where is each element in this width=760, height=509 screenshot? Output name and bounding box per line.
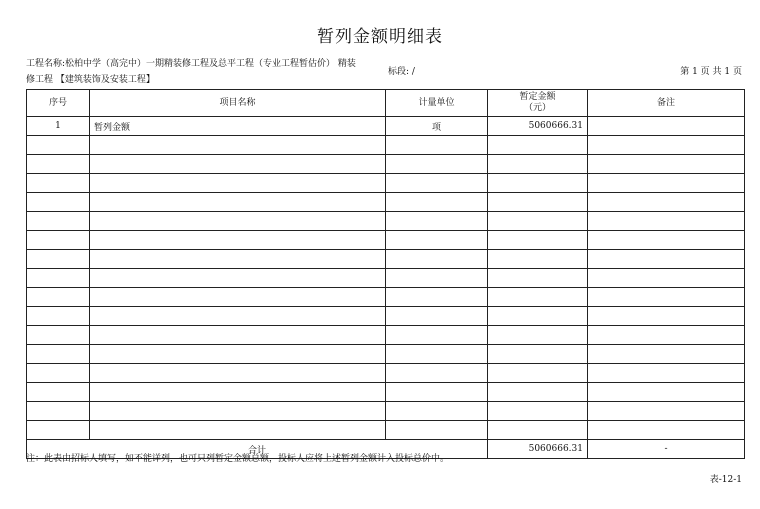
blank-cell [386, 402, 488, 421]
blank-row [27, 383, 745, 402]
blank-cell [27, 231, 90, 250]
blank-cell [488, 421, 588, 440]
form-code: 表-12-1 [709, 475, 742, 485]
blank-cell [27, 402, 90, 421]
blank-row [27, 155, 745, 174]
blank-cell [27, 174, 90, 193]
blank-cell [386, 155, 488, 174]
blank-cell [90, 364, 386, 383]
blank-cell [27, 421, 90, 440]
blank-cell [488, 345, 588, 364]
header-no: 序号 [27, 90, 90, 117]
blank-cell [588, 269, 745, 288]
project-name-line1: 松柏中学（高完中）一期精装修工程及总平工程（专业工程暂估价） 精装 [65, 59, 356, 69]
project-name [26, 56, 386, 88]
page-title: 暂列金额明细表 [317, 27, 443, 47]
blank-cell [27, 326, 90, 345]
blank-cell [588, 307, 745, 326]
blank-cell [27, 383, 90, 402]
blank-row [27, 421, 745, 440]
blank-cell [90, 250, 386, 269]
blank-row [27, 307, 745, 326]
blank-cell [488, 383, 588, 402]
total-label: 合计 [27, 440, 488, 459]
blank-row [27, 174, 745, 193]
blank-cell [588, 402, 745, 421]
header-remark: 备注 [588, 90, 745, 117]
blank-cell [386, 174, 488, 193]
blank-row [27, 288, 745, 307]
blank-cell [588, 174, 745, 193]
cell-unit: 项 [386, 117, 488, 136]
blank-cell [27, 136, 90, 155]
blank-cell [588, 193, 745, 212]
blank-cell [588, 345, 745, 364]
blank-cell [488, 250, 588, 269]
blank-cell [386, 269, 488, 288]
blank-cell [588, 288, 745, 307]
total-amount: 5060666.31 [488, 440, 588, 459]
blank-cell [488, 307, 588, 326]
blank-cell [588, 326, 745, 345]
blank-cell [488, 174, 588, 193]
section-value: / [411, 67, 415, 77]
cell-remark [588, 117, 745, 136]
blank-cell [588, 155, 745, 174]
blank-cell [90, 402, 386, 421]
section-info [388, 64, 415, 77]
blank-row [27, 269, 745, 288]
blank-cell [90, 326, 386, 345]
blank-cell [386, 364, 488, 383]
blank-cell [386, 383, 488, 402]
blank-cell [386, 326, 488, 345]
blank-cell [386, 231, 488, 250]
blank-cell [27, 288, 90, 307]
blank-cell [90, 345, 386, 364]
header-amount [488, 90, 588, 117]
header-amount-line1: 暂定金额 [519, 92, 556, 102]
blank-cell [488, 364, 588, 383]
blank-row [27, 136, 745, 155]
blank-cell [90, 383, 386, 402]
blank-cell [488, 402, 588, 421]
blank-cell [90, 155, 386, 174]
blank-cell [588, 383, 745, 402]
blank-cell [588, 231, 745, 250]
table-header-row [27, 90, 745, 117]
blank-cell [386, 212, 488, 231]
blank-cell [90, 288, 386, 307]
blank-cell [27, 193, 90, 212]
blank-cell [27, 269, 90, 288]
project-label: 工程名称: [26, 59, 66, 69]
blank-cell [90, 193, 386, 212]
blank-cell [27, 364, 90, 383]
blank-cell [386, 345, 488, 364]
blank-cell [90, 136, 386, 155]
blank-cell [386, 250, 488, 269]
footnote: 注：此表由招标人填写，如不能详列，也可只列暂定金额总额，投标人应将上述暂列金额计入投标总价中。 [26, 454, 450, 464]
header-item-name: 项目名称 [90, 90, 386, 117]
blank-cell [488, 269, 588, 288]
blank-cell [27, 250, 90, 269]
blank-cell [588, 136, 745, 155]
blank-cell [90, 231, 386, 250]
blank-cell [488, 212, 588, 231]
provisional-sum-table [26, 89, 745, 459]
blank-cell [488, 136, 588, 155]
blank-cell [488, 155, 588, 174]
cell-amount: 5060666.31 [488, 117, 588, 136]
blank-cell [90, 174, 386, 193]
blank-cell [588, 250, 745, 269]
blank-cell [90, 269, 386, 288]
header-unit: 计量单位 [386, 90, 488, 117]
blank-row [27, 402, 745, 421]
blank-row [27, 326, 745, 345]
blank-cell [488, 326, 588, 345]
blank-cell [588, 212, 745, 231]
blank-cell [90, 212, 386, 231]
blank-cell [386, 307, 488, 326]
blank-cell [90, 307, 386, 326]
blank-cell [488, 288, 588, 307]
project-name-line2: 修工程 【建筑装饰及安装工程】 [26, 75, 155, 85]
cell-no: 1 [27, 117, 90, 136]
blank-row [27, 250, 745, 269]
blank-cell [386, 193, 488, 212]
blank-cell [27, 212, 90, 231]
blank-cell [588, 421, 745, 440]
blank-cell [27, 307, 90, 326]
page-info: 第 1 页 共 1 页 [680, 67, 742, 77]
blank-cell [27, 345, 90, 364]
blank-cell [588, 364, 745, 383]
blank-row [27, 345, 745, 364]
blank-cell [386, 421, 488, 440]
section-label: 标段: [388, 67, 410, 77]
blank-cell [488, 193, 588, 212]
blank-row [27, 364, 745, 383]
table-row [27, 117, 745, 136]
blank-cell [386, 288, 488, 307]
blank-cell [386, 136, 488, 155]
total-remark: - [588, 440, 745, 459]
blank-cell [90, 421, 386, 440]
blank-row [27, 212, 745, 231]
cell-item-name: 暂列金额 [90, 117, 386, 136]
blank-cell [27, 155, 90, 174]
blank-row [27, 193, 745, 212]
header-amount-line2: （元） [523, 103, 551, 113]
blank-row [27, 231, 745, 250]
blank-cell [488, 231, 588, 250]
